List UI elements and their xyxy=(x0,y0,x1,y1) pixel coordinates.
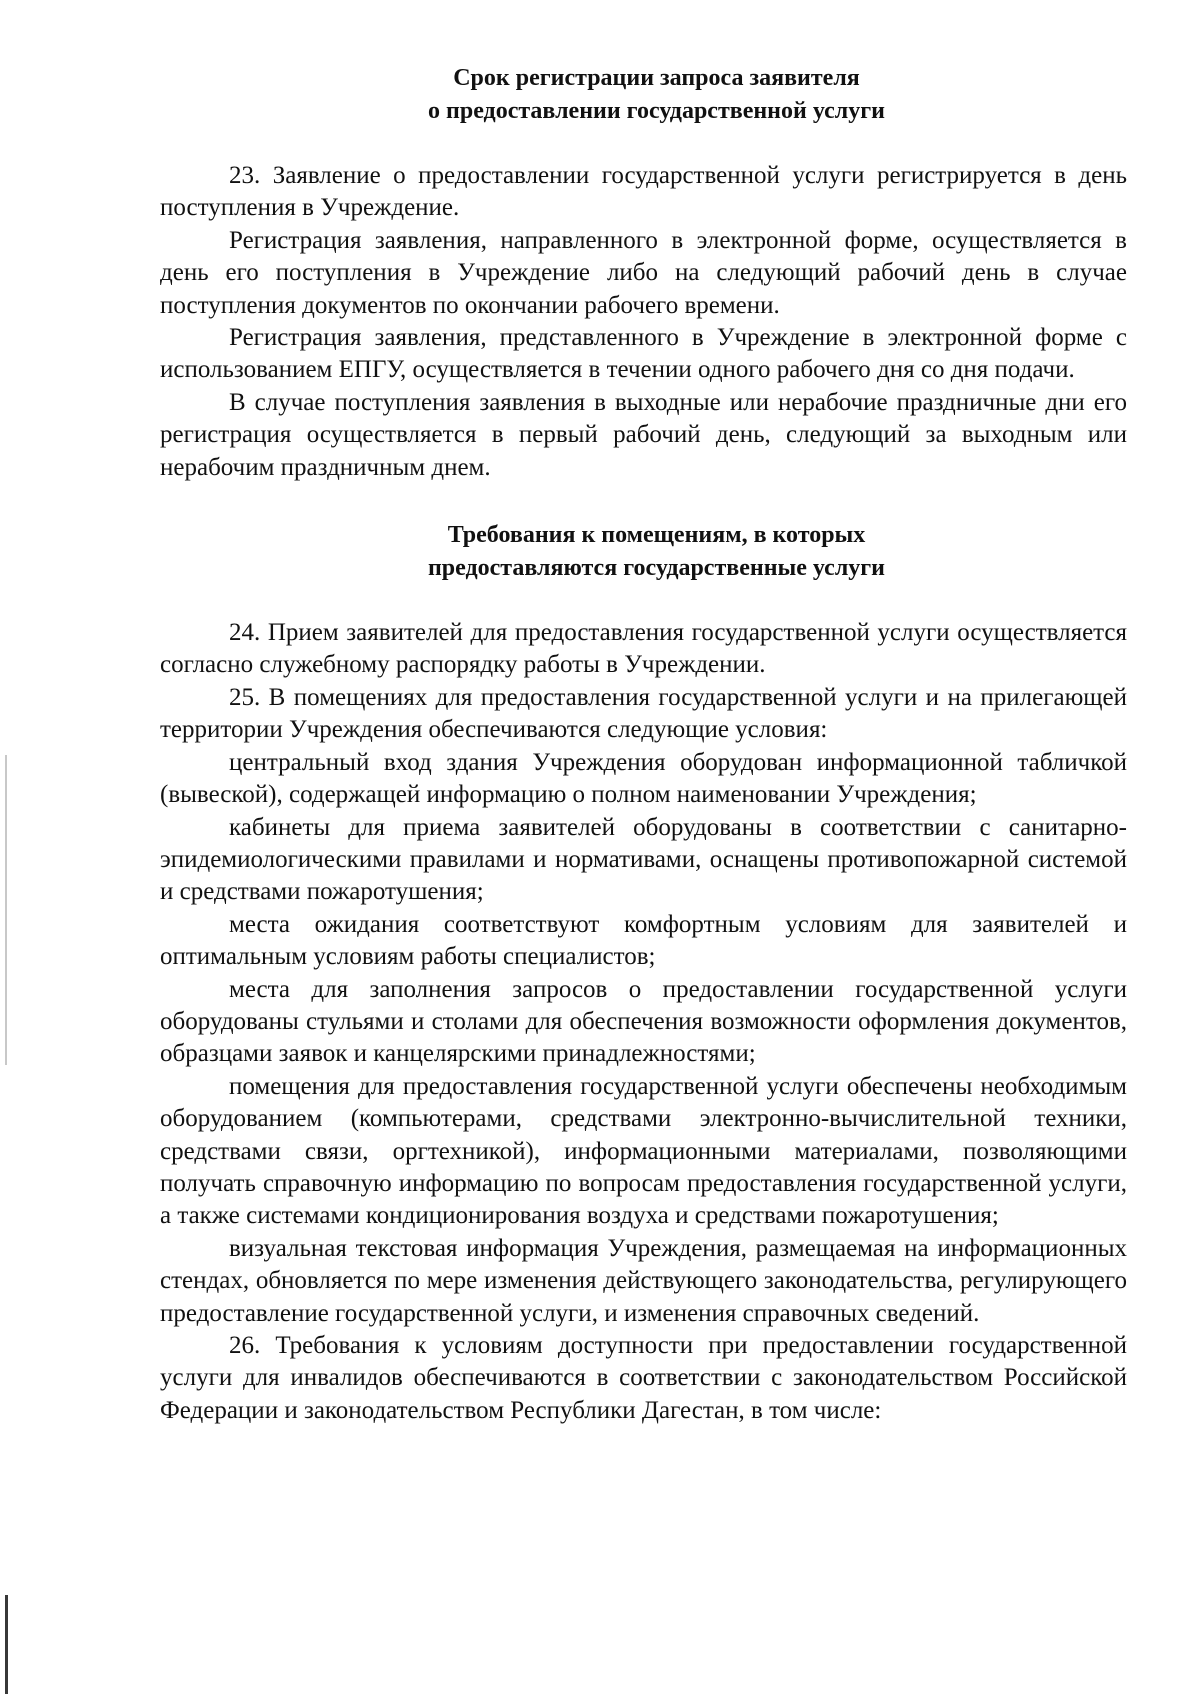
section-heading xyxy=(186,519,1127,585)
section-heading xyxy=(186,62,1127,128)
list-item-condition: кабинеты для приема заявителей оборудованы в соответствии с санитарно-эпидемиологическими правилами и нормативами, оснащены противопожарной системой и средствами пожаротушения; xyxy=(160,813,1127,906)
list-item-condition: визуальная текстовая информация Учреждения, размещаемая на информационных стендах, обновляется по мере изменения действующего законодательства, регулирующего предоставление государственной услуги, и изменения справочных сведений. xyxy=(160,1234,1127,1327)
section-premises-requirements xyxy=(160,519,1127,1427)
section-registration-deadline xyxy=(160,62,1127,484)
list-item-condition: места для заполнения запросов о предоставлении государственной услуги оборудованы стульями и столами для обеспечения возможности оформления документов, образцами заявок и канцелярскими принадлежностями; xyxy=(160,975,1127,1068)
heading-line: Требования к помещениям, в которых xyxy=(447,522,866,549)
paragraph: Регистрация заявления, направленного в электронной форме, осуществляется в день его поступления в Учреждение либо на следующий рабочий день в случае поступления документов по окончании рабочего времени. xyxy=(160,226,1127,319)
paragraph-26: 26. Требования к условиям доступности при предоставлении государственной услуги для инвалидов обеспечиваются в соответствии с законодательством Российской Федерации и законодательством Республики Дагестан, в том числе: xyxy=(160,1332,1127,1424)
paragraph-23: 23. Заявление о предоставлении государственной услуги регистрируется в день поступления в Учреждение. xyxy=(160,162,1127,222)
list-item-condition: места ожидания соответствуют комфортным условиям для заявителей и оптимальным условиям работы специалистов; xyxy=(160,910,1127,971)
heading-line: предоставляются государственные услуги xyxy=(427,555,886,582)
list-item-condition: помещения для предоставления государственной услуги обеспечены необходимым оборудованием (компьютерами, средствами электронно-вычислительной техники, средствами связи, оргтехникой), информационными материалами, позволяющими получать справочную информацию по вопросам предоставления государственной услуги, а также системами кондиционирования воздуха и средствами пожаротушения; xyxy=(160,1072,1127,1230)
heading-line: о предоставлении государственной услуги xyxy=(428,98,885,124)
paragraph-24: 24. Прием заявителей для предоставления государственной услуги осуществляется согласно служебному распорядку работы в Учреждении. xyxy=(160,619,1127,679)
document-body xyxy=(160,62,1127,1427)
paragraph: В случае поступления заявления в выходные или нерабочие праздничные дни его регистрация осуществляется в первый рабочий день, следующий за выходным или нерабочим праздничным днем. xyxy=(160,388,1127,481)
heading-line: Срок регистрации запроса заявителя xyxy=(453,65,860,91)
paragraph-25: 25. В помещениях для предоставления государственной услуги и на прилегающей территории Учреждения обеспечиваются следующие условия: xyxy=(160,683,1127,744)
paragraph: Регистрация заявления, представленного в Учреждение в электронной форме с использованием ЕПГУ, осуществляется в течении одного рабочего дня со дня подачи. xyxy=(160,324,1127,384)
scan-edge-mark xyxy=(5,1595,8,1694)
scan-edge-mark xyxy=(5,755,7,1065)
list-item-condition: центральный вход здания Учреждения оборудован информационной табличкой (вывеской), содержащей информацию о полном наименовании Учреждения; xyxy=(160,748,1127,809)
